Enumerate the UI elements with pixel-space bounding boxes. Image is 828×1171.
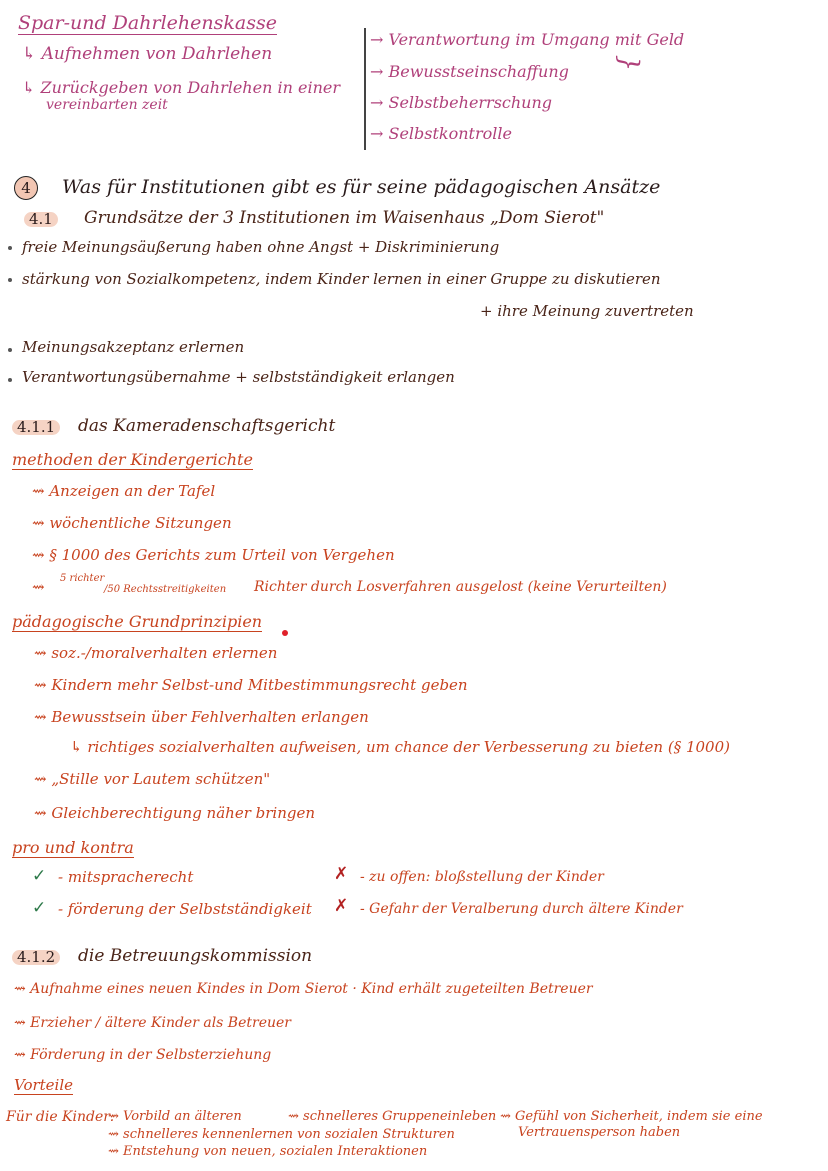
commission-item-3: ⇝ Förderung in der Selbsterziehung	[14, 1047, 272, 1063]
check-icon: ✓	[32, 898, 47, 918]
principle-bullet-4: Verantwortungsübernahme + selbstständigkeit erlangen	[22, 368, 455, 386]
section-title-4-1-2: die Betreuungskommission	[78, 946, 313, 966]
section-title-4-1: Grundsätze der 3 Institutionen im Waisenhaus „Dom Sierot"	[84, 208, 605, 228]
advantages-heading: Vorteile	[14, 1076, 74, 1094]
method-4-judges: 5 richter	[60, 573, 105, 584]
advantage-3-cont: Vertrauensperson haben	[518, 1125, 681, 1140]
pedagogic-principle-3-sub: ↳ richtiges sozialverhalten aufweisen, um chance der Verbesserung zu bieten (§ 1000)	[70, 738, 730, 756]
commission-item-2: ⇝ Erzieher / ältere Kinder als Betreuer	[14, 1015, 291, 1031]
method-4-arrow: ⇝	[32, 578, 45, 596]
pedagogic-principle-3: ⇝ Bewusstsein über Fehlverhalten erlangen	[34, 708, 369, 726]
principle-bullet-2-cont: + ihre Meinung zuvertreten	[480, 302, 694, 320]
goal-4: → Selbstkontrolle	[370, 124, 512, 143]
pedagogic-principle-2: ⇝ Kindern mehr Selbst-und Mitbestimmungsrecht geben	[34, 676, 468, 694]
divider-line	[364, 28, 366, 150]
cross-icon: ✗	[334, 864, 349, 884]
principle-bullet-2: stärkung von Sozialkompetenz, indem Kinder lernen in einer Gruppe zu diskutieren	[22, 270, 661, 288]
pedagogic-principle-1: ⇝ soz.-/moralverhalten erlernen	[34, 644, 278, 662]
method-4-disputes: /50 Rechtsstreitigkeiten	[104, 584, 227, 595]
bullet-dot	[8, 378, 12, 382]
question-number-badge: 4	[14, 176, 38, 200]
goal-1: → Verantwortung im Umgang mit Geld	[370, 30, 685, 49]
check-icon: ✓	[32, 866, 47, 886]
method-4-text: Richter durch Losverfahren ausgelost (keine Verurteilten)	[254, 579, 667, 595]
commission-item-1: ⇝ Aufnahme eines neuen Kindes in Dom Sierot · Kind erhält zugeteilten Betreuer	[14, 981, 593, 997]
method-2: ⇝ wöchentliche Sitzungen	[32, 514, 232, 532]
contra-2: - Gefahr der Veralberung durch ältere Kinder	[360, 901, 683, 917]
pedagogic-principle-5: ⇝ Gleichberechtigung näher bringen	[34, 804, 316, 822]
section-number-4-1-2: 4.1.2	[12, 950, 60, 965]
bullet-dot	[8, 246, 12, 250]
principle-bullet-3: Meinungsakzeptanz erlernen	[22, 338, 245, 356]
advantage-5: ⇝ Entstehung von neuen, sozialen Interaktionen	[108, 1144, 428, 1159]
cross-icon: ✗	[334, 896, 349, 916]
top-item-1: ↳ Aufnehmen von Dahrlehen	[22, 44, 273, 64]
top-heading: Spar-und Dahrlehenskasse	[18, 12, 277, 34]
methods-heading: methoden der Kindergerichte	[12, 450, 253, 469]
section-number-4-1: 4.1	[24, 212, 58, 227]
pedagogic-principle-4: ⇝ „Stille vor Lautem schützen"	[34, 770, 271, 788]
advantage-1: ⇝ Vorbild an älteren	[108, 1109, 242, 1124]
question-text: Was für Institutionen gibt es für seine pädagogischen Ansätze	[62, 176, 661, 198]
top-item-2-cont: vereinbarten zeit	[46, 97, 168, 113]
method-3: ⇝ § 1000 des Gerichts zum Urteil von Vergehen	[32, 546, 395, 564]
bullet-dot	[8, 348, 12, 352]
advantage-2: ⇝ schnelleres Gruppeneinleben	[288, 1109, 497, 1124]
bullet-dot	[8, 278, 12, 282]
principles-heading: pädagogische Grundprinzipien	[12, 612, 263, 631]
pro-2: - förderung der Selbstständigkeit	[58, 900, 312, 918]
goals-brace: }	[613, 54, 644, 72]
pro-1: - mitspracherecht	[58, 868, 194, 886]
for-children-label: Für die Kinder:	[6, 1109, 115, 1125]
contra-1: - zu offen: bloßstellung der Kinder	[360, 869, 604, 885]
pro-contra-heading: pro und kontra	[12, 838, 134, 857]
section-title-4-1-1: das Kameradenschaftsgericht	[78, 416, 336, 436]
goal-3: → Selbstbeherrschung	[370, 93, 553, 112]
principle-bullet-1: freie Meinungsäußerung haben ohne Angst + Diskriminierung	[22, 238, 500, 256]
advantage-4: ⇝ schnelleres kennenlernen von sozialen Strukturen	[108, 1127, 455, 1142]
section-number-4-1-1: 4.1.1	[12, 420, 60, 435]
method-1: ⇝ Anzeigen an der Tafel	[32, 482, 216, 500]
red-dot-mark	[282, 630, 288, 636]
goal-2: → Bewusstseinschaffung	[370, 62, 569, 81]
top-item-2: ↳ Zurückgeben von Dahrlehen in einer	[22, 78, 340, 97]
advantage-3: ⇝ Gefühl von Sicherheit, indem sie eine	[500, 1109, 763, 1124]
